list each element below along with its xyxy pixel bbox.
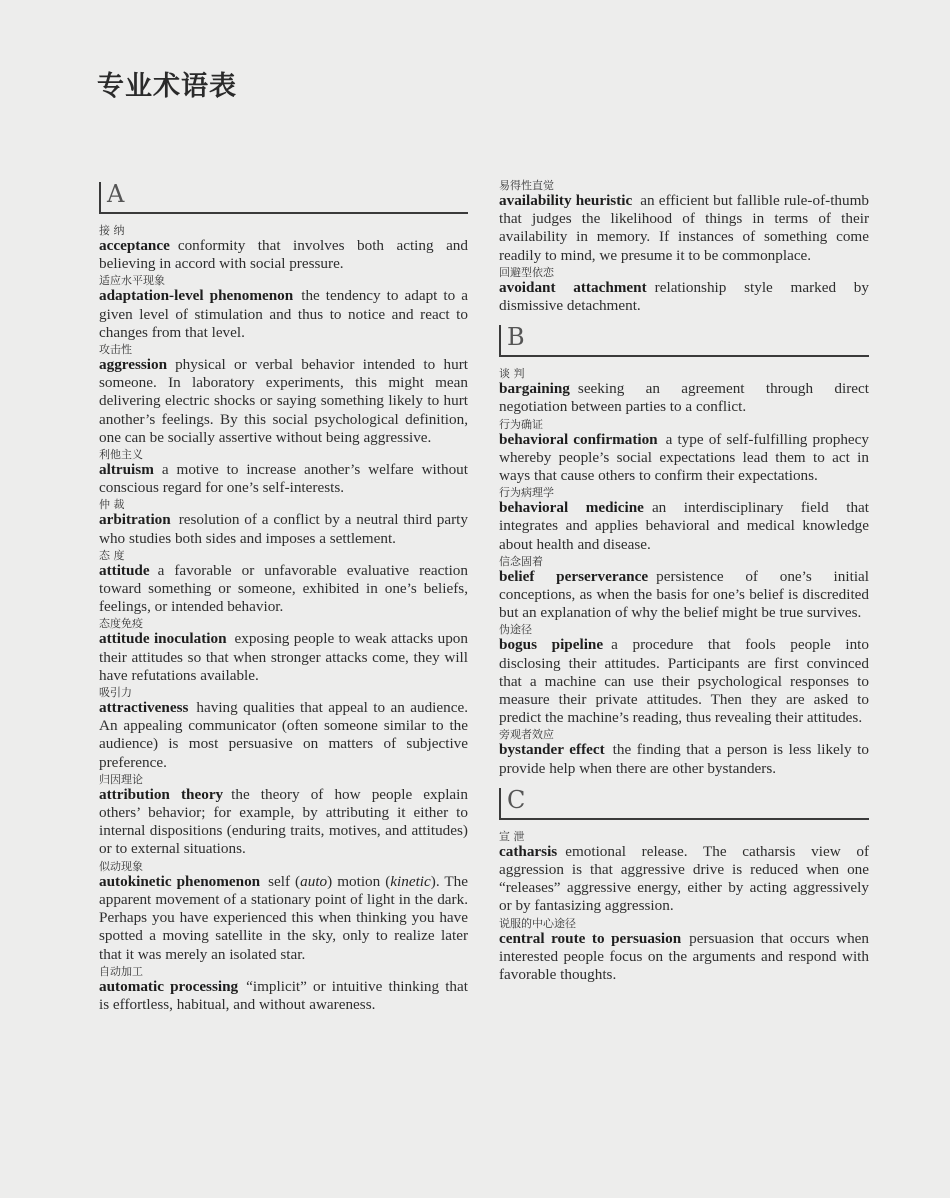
- chinese-term: 适应水平现象: [99, 274, 165, 288]
- chinese-term: 接 纳: [99, 224, 125, 237]
- glossary-entry-bogus-pipeline: [499, 623, 869, 727]
- chinese-term: 回避型依恋: [499, 265, 554, 279]
- chinese-term: 归因理论: [99, 772, 143, 786]
- term: aggression: [99, 356, 168, 374]
- section-letter: A: [107, 180, 125, 208]
- italic-word: auto: [300, 872, 328, 890]
- section-header-a: [99, 178, 468, 214]
- definition: physical or verbal behavior intended to hurt someone. In laboratory experiments, this might mean delivering electric shocks or saying something likely to hurt another’s feelings. By this social psychological definition, one can be socially assertive without being aggressive.: [99, 356, 468, 446]
- term: adaptation-level phenomenon: [99, 287, 294, 305]
- chinese-term: 伪途径: [499, 623, 532, 637]
- chinese-term: 似动现象: [99, 859, 143, 873]
- glossary-entry-bargaining: [499, 367, 869, 416]
- glossary-entry-adaptation-level: [99, 274, 468, 342]
- definition: a motive to increase another’s welfare without conscious regard for one’s self-interests.: [99, 461, 468, 497]
- chinese-term: 宣 泄: [499, 829, 525, 843]
- glossary-entry-catharsis: [499, 830, 869, 916]
- definition-part: ). The apparent movement of a stationary point of light in the dark. Perhaps you have experienced this when thinking you have spotted a moving satellite in the sky, only to realize later that it was merely an isolated star.: [99, 872, 468, 963]
- definition: emotional release. The catharsis view of aggression is that aggressive drive is reduced when one “releases” aggressive energy, either by acting aggressively or by fantasizing aggression.: [499, 842, 869, 915]
- definition: the finding that a person is less likely to provide help when there are other bystanders.: [499, 741, 869, 777]
- term: bogus pipeline: [499, 636, 604, 654]
- definition-part: ) motion (: [327, 872, 391, 890]
- glossary-entry-acceptance: [99, 224, 468, 273]
- section-letter: C: [507, 785, 526, 814]
- term: acceptance: [99, 237, 170, 254]
- italic-word: kinetic: [390, 872, 431, 890]
- chinese-term: 利他主义: [99, 448, 143, 462]
- glossary-entry-availability-heuristic: [499, 179, 869, 265]
- term: catharsis: [499, 842, 558, 860]
- definition: “implicit” or intuitive thinking that is effortless, habitual, and without awareness.: [99, 977, 468, 1013]
- chinese-term: 行为确证: [499, 417, 543, 431]
- glossary-entry-altruism: [99, 448, 468, 497]
- page-title: 专业术语表: [97, 71, 237, 102]
- glossary-entry-bystander-effect: [499, 728, 869, 777]
- definition: having qualities that appeal to an audience. An appealing communicator (often someone similar to the audience) is most persuasive on matters of subjective preference.: [99, 699, 468, 771]
- term: bargaining: [499, 380, 570, 398]
- term: belief perserverance: [499, 567, 649, 585]
- glossary-entry-attitude-inoculation: [99, 617, 468, 685]
- term: attitude: [99, 561, 150, 579]
- definition: the tendency to adapt to a given level of stimulation and thus to notice and react to changes from that level.: [99, 287, 468, 341]
- chinese-term: 态 度: [99, 548, 125, 562]
- term: arbitration: [99, 511, 171, 529]
- chinese-term: 行为病理学: [499, 486, 554, 500]
- definition: exposing people to weak attacks upon their attitudes so that when stronger attacks come, they will have refutations available.: [99, 630, 468, 684]
- definition: conformity that involves both acting and believing in accord with social pressure.: [99, 237, 468, 273]
- chinese-term: 说服的中心途径: [499, 916, 576, 930]
- glossary-entry-behavioral-medicine: [499, 486, 869, 554]
- term: autokinetic phenomenon: [99, 872, 261, 890]
- section-header-b: [499, 321, 869, 357]
- term: central route to persuasion: [499, 929, 682, 947]
- glossary-entry-central-route: [499, 917, 869, 985]
- term: attractiveness: [99, 699, 189, 717]
- right-column: [499, 178, 869, 984]
- chinese-term: 态度免疫: [99, 617, 143, 631]
- definition: resolution of a conflict by a neutral third party who studies both sides and imposes a settlement.: [99, 511, 468, 547]
- term: behavioral medicine: [499, 499, 644, 517]
- term: attitude inoculation: [99, 630, 227, 648]
- glossary-entry-autokinetic: [99, 860, 468, 964]
- term: avoidant attachment: [499, 278, 647, 296]
- glossary-entry-arbitration: [99, 498, 468, 547]
- chinese-term: 易得性直觉: [499, 179, 554, 192]
- glossary-entry-aggression: [99, 343, 468, 447]
- term: behavioral confirmation: [499, 430, 658, 448]
- chinese-term: 谈 判: [499, 367, 525, 381]
- definition: an efficient but fallible rule-of-thumb that judges the likelihood of things in terms of their availability in memory. If instances of something come readily to mind, we presume it to be commonplace.: [499, 192, 870, 264]
- chinese-term: 吸引力: [99, 686, 132, 700]
- definition: seeking an agreement through direct negotiation between parties to a conflict.: [499, 380, 869, 416]
- term: bystander effect: [499, 741, 605, 759]
- section-header-c: [499, 784, 869, 820]
- definition: a procedure that fools people into disclosing their attitudes. Participants are first convinced that a machine can use their psychological responses to measure their private attitudes. Then they are asked to predict the machine’s reading, thus revealing their attitudes.: [499, 636, 869, 727]
- chinese-term: 旁观者效应: [499, 728, 554, 742]
- definition-part: self (: [268, 872, 301, 890]
- definition: the theory of how people explain others’ behavior; for example, by attributing it either to internal dispositions (enduring traits, motives, and attitudes) or to external situations.: [99, 785, 468, 858]
- chinese-term: 攻击性: [99, 343, 132, 357]
- definition: a type of self-fulfilling prophecy whereby people’s social expectations lead them to act in ways that cause others to confirm their expectations.: [499, 430, 869, 485]
- term: attribution theory: [99, 785, 224, 803]
- term: automatic processing: [99, 977, 239, 995]
- glossary-entry-attractiveness: [99, 686, 468, 772]
- glossary-entry-attitude: [99, 549, 468, 617]
- left-column: [99, 178, 468, 1014]
- definition: persistence of one’s initial conceptions, as when the basis for one’s belief is discredited but an explanation of why the belief might be true survives.: [499, 567, 869, 622]
- glossary-entry-avoidant-attachment: [499, 266, 869, 315]
- glossary-entry-behavioral-confirmation: [499, 418, 869, 486]
- section-letter: B: [507, 323, 525, 352]
- definition: persuasion that occurs when interested people focus on the arguments and respond with favorable thoughts.: [499, 929, 869, 984]
- glossary-entry-belief-perseverance: [499, 555, 869, 623]
- glossary-entry-automatic-processing: [99, 965, 468, 1014]
- definition: a favorable or unfavorable evaluative reaction toward something or someone, exhibited in one’s beliefs, feelings, or intended behavior.: [99, 561, 468, 616]
- chinese-term: 信念固着: [499, 554, 543, 568]
- term: availability heuristic: [499, 192, 633, 209]
- glossary-entry-attribution-theory: [99, 773, 468, 859]
- chinese-term: 仲 裁: [99, 498, 125, 512]
- chinese-term: 自动加工: [99, 964, 143, 978]
- definition: relationship style marked by dismissive detachment.: [499, 278, 869, 315]
- definition: an interdisciplinary field that integrates and applies behavioral and medical knowledge about health and disease.: [499, 499, 869, 553]
- term: altruism: [99, 461, 154, 479]
